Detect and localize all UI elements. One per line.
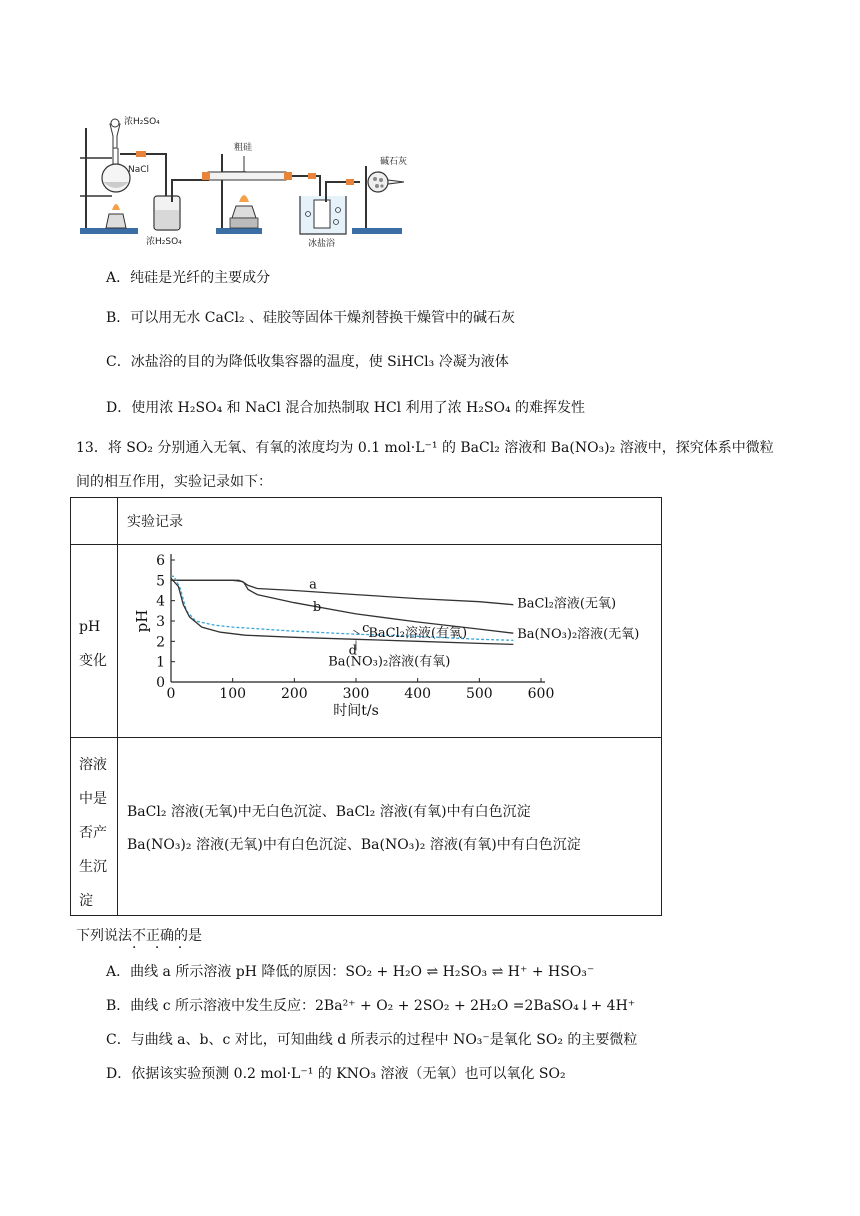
series-name-b: Ba(NO₃)₂溶液(无氧) bbox=[517, 627, 640, 643]
prompt-emphasis: 不正确 bbox=[132, 928, 174, 944]
y-tick-label: 1 bbox=[156, 654, 165, 671]
q12-option-d: D．使用浓 H₂SO₄ 和 NaCl 混合加热制取 HCl 利用了浓 H₂SO₄ 的难挥发性 bbox=[106, 400, 586, 416]
q12-option-b: B．可以用无水 CaCl₂ 、硅胶等固体干燥剂替换干燥管中的碱石灰 bbox=[106, 310, 516, 326]
y-tick-label: 4 bbox=[156, 593, 165, 610]
q13-stem-line2: 间的相互作用，实验记录如下： bbox=[76, 474, 272, 490]
y-tick-label: 2 bbox=[156, 634, 165, 651]
row-label-precipitate: 溶液 中是 否产 生沉 淀 bbox=[79, 757, 107, 909]
experiment-table bbox=[70, 497, 662, 916]
precipitate-line1: BaCl₂ 溶液(无氧)中无白色沉淀、BaCl₂ 溶液(有氧)中有白色沉淀 bbox=[127, 804, 531, 820]
label-conc-h2so4-bottle: 浓H₂SO₄ bbox=[146, 237, 182, 247]
label-ice-bath: 冰盐浴 bbox=[308, 239, 336, 249]
stand-base-1 bbox=[80, 228, 138, 234]
series-name-a: BaCl₂溶液(无氧) bbox=[517, 596, 617, 612]
stand-base-3 bbox=[352, 228, 402, 234]
q12-option-a: A．纯硅是光纤的主要成分 bbox=[106, 270, 271, 286]
q13-option-c: C．与曲线 a、b、c 对比，可知曲线 d 所表示的过程中 NO₃⁻是氧化 SO₂ 的主要微粒 bbox=[106, 1032, 638, 1048]
series-name-d: Ba(NO₃)₂溶液(有氧) bbox=[328, 654, 451, 670]
reaction-tube bbox=[208, 172, 286, 180]
y-tick-label: 3 bbox=[156, 614, 165, 630]
series-name-c: BaCl₂溶液(有氧) bbox=[368, 626, 468, 642]
label-nacl: NaCl bbox=[128, 165, 150, 175]
ph-chart bbox=[121, 550, 661, 734]
label-soda-lime: 碱石灰 bbox=[380, 157, 408, 167]
y-tick-label: 0 bbox=[156, 675, 165, 691]
x-tick-label: 600 bbox=[527, 686, 555, 702]
x-tick-label: 400 bbox=[404, 686, 432, 702]
x-tick-label: 0 bbox=[166, 686, 176, 702]
stand-base-2 bbox=[216, 228, 262, 234]
y-tick-label: 6 bbox=[156, 553, 165, 569]
series-letter-b: b bbox=[312, 599, 322, 615]
y-tick-label: 5 bbox=[156, 573, 165, 590]
y-axis-label: pH bbox=[133, 609, 151, 633]
label-crude-si: 粗硅 bbox=[234, 143, 253, 153]
drying-tube bbox=[368, 172, 388, 192]
apparatus-diagram bbox=[76, 110, 416, 260]
precipitate-line2: Ba(NO₃)₂ 溶液(无氧)中有白色沉淀、Ba(NO₃)₂ 溶液(有氧)中有白色沉淀 bbox=[127, 837, 581, 853]
x-tick-label: 300 bbox=[342, 686, 370, 702]
x-tick-label: 500 bbox=[465, 686, 493, 702]
label-conc-h2so4-top: 浓H₂SO₄ bbox=[124, 117, 160, 127]
table-header: 实验记录 bbox=[127, 514, 183, 530]
q13-option-b: B．曲线 c 所示溶液中发生反应：2Ba²⁺ + O₂ + 2SO₂ + 2H₂O =2BaSO₄↓+ 4H⁺ bbox=[106, 998, 636, 1014]
q13-stem-line1: 13．将 SO₂ 分别通入无氧、有氧的浓度均为 0.1 mol·L⁻¹ 的 BaCl₂ 溶液和 Ba(NO₃)₂ 溶液中，探究体系中微粒 bbox=[76, 440, 774, 456]
dropping-funnel bbox=[110, 124, 120, 148]
emphasis-dots: · · · bbox=[132, 940, 190, 956]
q13-option-d: D．依据该实验预测 0.2 mol·L⁻¹ 的 KNO₃ 溶液（无氧）也可以氧化 SO₂ bbox=[106, 1066, 566, 1082]
burner-1 bbox=[106, 214, 126, 228]
x-tick-label: 200 bbox=[280, 686, 308, 702]
series-letter-d: d bbox=[348, 643, 357, 659]
x-tick-label: 100 bbox=[219, 686, 247, 702]
series-letter-a: a bbox=[309, 577, 317, 593]
series-line-a bbox=[171, 580, 513, 604]
series-letter-c: c bbox=[362, 621, 370, 637]
q13-option-a: A．曲线 a 所示溶液 pH 降低的原因：SO₂ + H₂O ⇌ H₂SO₃ ⇌ H⁺ + HSO₃⁻ bbox=[106, 964, 595, 980]
q12-option-c: C．冰盐浴的目的为降低收集容器的温度，使 SiHCl₃ 冷凝为液体 bbox=[106, 354, 509, 370]
row-label-ph: pH 变化 bbox=[79, 619, 107, 669]
q13-prompt: 下列说法不正确的是 bbox=[76, 928, 202, 944]
x-axis-label: 时间t/s bbox=[333, 703, 379, 719]
